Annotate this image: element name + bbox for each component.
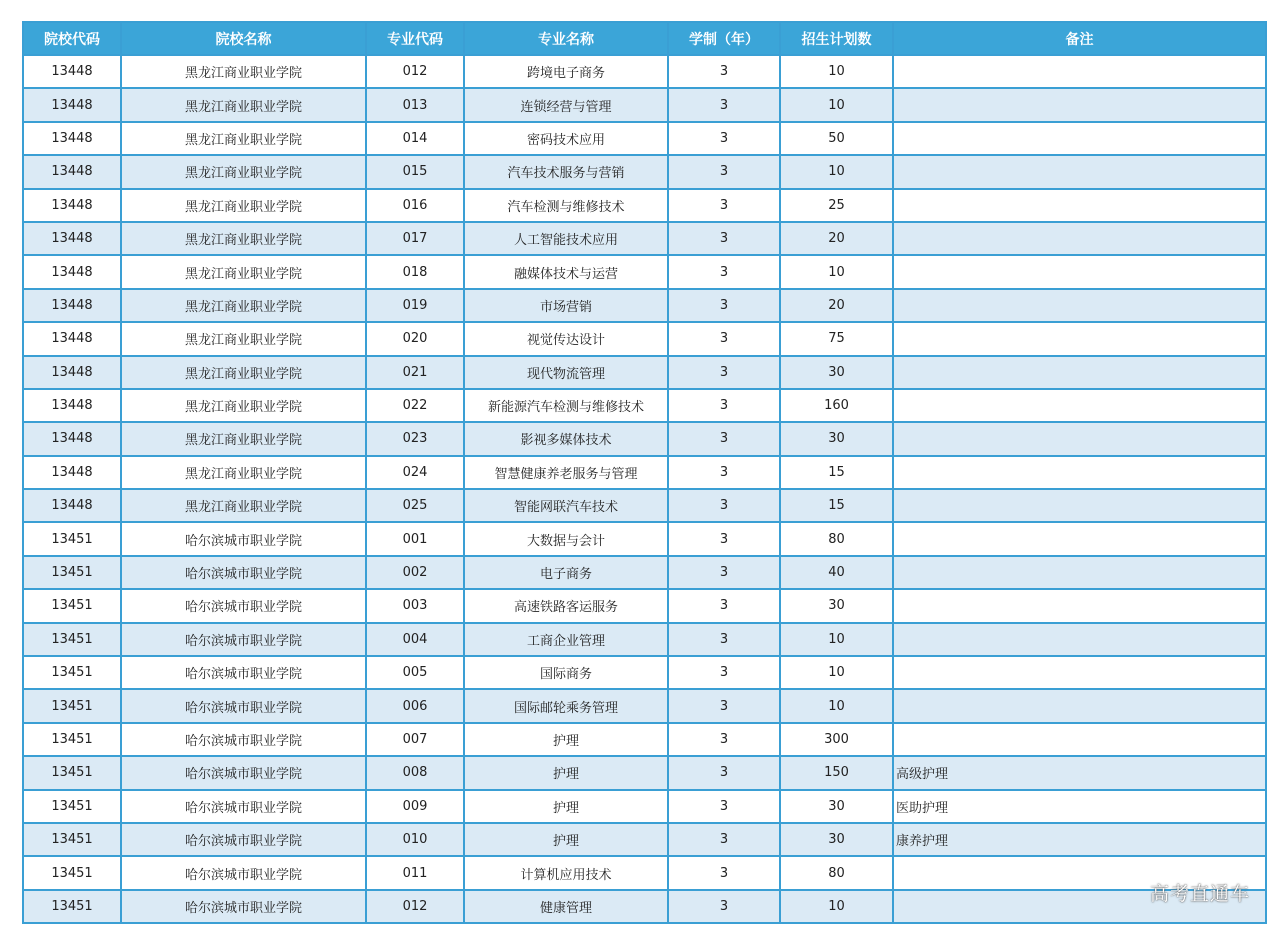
cell-duration: 3 <box>668 289 780 322</box>
cell-school-code: 13451 <box>23 556 121 589</box>
cell-school-code: 13451 <box>23 823 121 856</box>
cell-remark <box>893 356 1266 389</box>
cell-school-name: 哈尔滨城市职业学院 <box>121 856 366 889</box>
cell-school-code: 13451 <box>23 856 121 889</box>
table-row <box>23 389 1266 422</box>
cell-duration: 3 <box>668 255 780 288</box>
cell-major-name: 汽车技术服务与营销 <box>464 155 668 188</box>
watermark: 高考直通车 <box>1149 883 1250 905</box>
cell-school-name: 黑龙江商业职业学院 <box>121 456 366 489</box>
cell-remark <box>893 723 1266 756</box>
table-row <box>23 222 1266 255</box>
cell-major-name: 国际邮轮乘务管理 <box>464 689 668 722</box>
cell-school-name: 哈尔滨城市职业学院 <box>121 522 366 555</box>
cell-school-code: 13451 <box>23 623 121 656</box>
cell-school-code: 13451 <box>23 790 121 823</box>
cell-enrollment-plan: 20 <box>780 222 893 255</box>
cell-enrollment-plan: 75 <box>780 322 893 355</box>
cell-major-name: 跨境电子商务 <box>464 55 668 88</box>
cell-enrollment-plan: 40 <box>780 556 893 589</box>
cell-remark <box>893 656 1266 689</box>
cell-major-code: 025 <box>366 489 464 522</box>
cell-remark <box>893 122 1266 155</box>
table-row <box>23 890 1266 923</box>
column-header-enrollment-plan: 招生计划数 <box>780 22 893 55</box>
column-header-school-code: 院校代码 <box>23 22 121 55</box>
table-row <box>23 589 1266 622</box>
cell-school-code: 13448 <box>23 356 121 389</box>
cell-remark: 医助护理 <box>893 790 1266 823</box>
cell-enrollment-plan: 30 <box>780 422 893 455</box>
cell-major-code: 015 <box>366 155 464 188</box>
cell-major-name: 融媒体技术与运营 <box>464 255 668 288</box>
cell-major-name: 护理 <box>464 790 668 823</box>
cell-school-code: 13448 <box>23 389 121 422</box>
cell-major-name: 健康管理 <box>464 890 668 923</box>
table-row <box>23 489 1266 522</box>
cell-duration: 3 <box>668 689 780 722</box>
table-row <box>23 189 1266 222</box>
cell-enrollment-plan: 300 <box>780 723 893 756</box>
cell-school-code: 13448 <box>23 155 121 188</box>
cell-duration: 3 <box>668 322 780 355</box>
cell-major-name: 国际商务 <box>464 656 668 689</box>
cell-duration: 3 <box>668 556 780 589</box>
cell-duration: 3 <box>668 589 780 622</box>
cell-major-code: 019 <box>366 289 464 322</box>
table-row <box>23 756 1266 789</box>
cell-major-name: 工商企业管理 <box>464 623 668 656</box>
cell-school-code: 13451 <box>23 589 121 622</box>
cell-duration: 3 <box>668 756 780 789</box>
cell-duration: 3 <box>668 823 780 856</box>
cell-enrollment-plan: 30 <box>780 823 893 856</box>
admissions-table <box>22 21 1267 924</box>
cell-remark: 康养护理 <box>893 823 1266 856</box>
cell-enrollment-plan: 10 <box>780 155 893 188</box>
cell-school-code: 13451 <box>23 689 121 722</box>
table-row <box>23 823 1266 856</box>
cell-major-name: 电子商务 <box>464 556 668 589</box>
cell-major-name: 密码技术应用 <box>464 122 668 155</box>
cell-duration: 3 <box>668 890 780 923</box>
cell-remark <box>893 689 1266 722</box>
column-header-major-code: 专业代码 <box>366 22 464 55</box>
cell-school-code: 13448 <box>23 189 121 222</box>
cell-enrollment-plan: 30 <box>780 790 893 823</box>
cell-school-code: 13451 <box>23 656 121 689</box>
cell-major-code: 024 <box>366 456 464 489</box>
table-row <box>23 656 1266 689</box>
cell-remark <box>893 422 1266 455</box>
cell-major-code: 003 <box>366 589 464 622</box>
cell-school-name: 黑龙江商业职业学院 <box>121 122 366 155</box>
cell-remark <box>893 456 1266 489</box>
column-header-major-name: 专业名称 <box>464 22 668 55</box>
cell-school-code: 13448 <box>23 222 121 255</box>
cell-school-name: 哈尔滨城市职业学院 <box>121 623 366 656</box>
cell-enrollment-plan: 10 <box>780 656 893 689</box>
cell-school-name: 黑龙江商业职业学院 <box>121 422 366 455</box>
cell-major-name: 现代物流管理 <box>464 356 668 389</box>
cell-major-code: 009 <box>366 790 464 823</box>
cell-remark <box>893 222 1266 255</box>
table-row <box>23 255 1266 288</box>
cell-school-code: 13448 <box>23 489 121 522</box>
cell-enrollment-plan: 25 <box>780 189 893 222</box>
cell-duration: 3 <box>668 356 780 389</box>
cell-school-code: 13448 <box>23 255 121 288</box>
cell-remark <box>893 589 1266 622</box>
cell-major-name: 市场营销 <box>464 289 668 322</box>
table-row <box>23 122 1266 155</box>
cell-school-name: 黑龙江商业职业学院 <box>121 389 366 422</box>
cell-duration: 3 <box>668 155 780 188</box>
cell-major-name: 护理 <box>464 823 668 856</box>
column-header-remark: 备注 <box>893 22 1266 55</box>
table-body <box>23 55 1266 923</box>
cell-major-code: 001 <box>366 522 464 555</box>
cell-enrollment-plan: 15 <box>780 456 893 489</box>
cell-major-name: 计算机应用技术 <box>464 856 668 889</box>
table-row <box>23 289 1266 322</box>
cell-major-name: 汽车检测与维修技术 <box>464 189 668 222</box>
cell-major-name: 智慧健康养老服务与管理 <box>464 456 668 489</box>
cell-major-code: 021 <box>366 356 464 389</box>
table-row <box>23 155 1266 188</box>
cell-major-code: 004 <box>366 623 464 656</box>
cell-enrollment-plan: 160 <box>780 389 893 422</box>
cell-major-name: 大数据与会计 <box>464 522 668 555</box>
cell-major-code: 023 <box>366 422 464 455</box>
cell-major-code: 012 <box>366 55 464 88</box>
cell-school-name: 黑龙江商业职业学院 <box>121 356 366 389</box>
cell-duration: 3 <box>668 88 780 121</box>
cell-enrollment-plan: 30 <box>780 589 893 622</box>
cell-duration: 3 <box>668 723 780 756</box>
cell-duration: 3 <box>668 55 780 88</box>
table-row <box>23 55 1266 88</box>
cell-major-name: 智能网联汽车技术 <box>464 489 668 522</box>
cell-school-name: 黑龙江商业职业学院 <box>121 322 366 355</box>
cell-major-name: 人工智能技术应用 <box>464 222 668 255</box>
cell-major-code: 010 <box>366 823 464 856</box>
cell-school-name: 哈尔滨城市职业学院 <box>121 589 366 622</box>
cell-school-name: 哈尔滨城市职业学院 <box>121 656 366 689</box>
cell-major-code: 013 <box>366 88 464 121</box>
cell-remark <box>893 189 1266 222</box>
cell-school-code: 13451 <box>23 522 121 555</box>
cell-major-name: 护理 <box>464 723 668 756</box>
cell-duration: 3 <box>668 189 780 222</box>
cell-school-code: 13448 <box>23 55 121 88</box>
cell-duration: 3 <box>668 522 780 555</box>
cell-enrollment-plan: 20 <box>780 289 893 322</box>
cell-school-name: 黑龙江商业职业学院 <box>121 222 366 255</box>
cell-enrollment-plan: 30 <box>780 356 893 389</box>
cell-major-code: 022 <box>366 389 464 422</box>
header-row <box>23 22 1266 55</box>
table-row <box>23 356 1266 389</box>
cell-enrollment-plan: 10 <box>780 623 893 656</box>
cell-major-code: 016 <box>366 189 464 222</box>
table-row <box>23 88 1266 121</box>
table-row <box>23 456 1266 489</box>
cell-school-code: 13451 <box>23 723 121 756</box>
cell-remark: 高级护理 <box>893 756 1266 789</box>
cell-enrollment-plan: 15 <box>780 489 893 522</box>
cell-major-code: 005 <box>366 656 464 689</box>
cell-enrollment-plan: 80 <box>780 522 893 555</box>
cell-remark <box>893 489 1266 522</box>
cell-enrollment-plan: 80 <box>780 856 893 889</box>
cell-major-name: 视觉传达设计 <box>464 322 668 355</box>
cell-major-name: 新能源汽车检测与维修技术 <box>464 389 668 422</box>
cell-remark <box>893 155 1266 188</box>
cell-school-name: 哈尔滨城市职业学院 <box>121 689 366 722</box>
cell-duration: 3 <box>668 856 780 889</box>
cell-school-name: 黑龙江商业职业学院 <box>121 55 366 88</box>
cell-major-code: 011 <box>366 856 464 889</box>
cell-remark <box>893 88 1266 121</box>
cell-school-code: 13448 <box>23 289 121 322</box>
cell-major-code: 012 <box>366 890 464 923</box>
cell-major-code: 002 <box>366 556 464 589</box>
cell-enrollment-plan: 50 <box>780 122 893 155</box>
cell-remark <box>893 55 1266 88</box>
cell-duration: 3 <box>668 623 780 656</box>
table-row <box>23 522 1266 555</box>
cell-enrollment-plan: 150 <box>780 756 893 789</box>
cell-remark <box>893 522 1266 555</box>
cell-duration: 3 <box>668 489 780 522</box>
cell-remark <box>893 623 1266 656</box>
cell-major-code: 007 <box>366 723 464 756</box>
cell-school-name: 黑龙江商业职业学院 <box>121 155 366 188</box>
cell-school-name: 哈尔滨城市职业学院 <box>121 823 366 856</box>
cell-remark <box>893 322 1266 355</box>
cell-school-name: 哈尔滨城市职业学院 <box>121 723 366 756</box>
cell-school-code: 13448 <box>23 122 121 155</box>
cell-remark <box>893 389 1266 422</box>
cell-duration: 3 <box>668 456 780 489</box>
table-row <box>23 689 1266 722</box>
cell-school-code: 13451 <box>23 890 121 923</box>
column-header-duration: 学制（年） <box>668 22 780 55</box>
cell-major-code: 020 <box>366 322 464 355</box>
column-header-school-name: 院校名称 <box>121 22 366 55</box>
cell-major-name: 护理 <box>464 756 668 789</box>
cell-school-code: 13448 <box>23 456 121 489</box>
table-row <box>23 623 1266 656</box>
cell-major-code: 014 <box>366 122 464 155</box>
cell-school-name: 黑龙江商业职业学院 <box>121 255 366 288</box>
cell-duration: 3 <box>668 389 780 422</box>
cell-major-name: 影视多媒体技术 <box>464 422 668 455</box>
cell-school-code: 13448 <box>23 322 121 355</box>
cell-duration: 3 <box>668 422 780 455</box>
cell-enrollment-plan: 10 <box>780 255 893 288</box>
cell-enrollment-plan: 10 <box>780 88 893 121</box>
cell-enrollment-plan: 10 <box>780 890 893 923</box>
cell-school-name: 哈尔滨城市职业学院 <box>121 890 366 923</box>
cell-school-code: 13448 <box>23 422 121 455</box>
cell-school-name: 黑龙江商业职业学院 <box>121 489 366 522</box>
cell-duration: 3 <box>668 656 780 689</box>
cell-duration: 3 <box>668 222 780 255</box>
cell-school-name: 哈尔滨城市职业学院 <box>121 756 366 789</box>
cell-school-name: 黑龙江商业职业学院 <box>121 289 366 322</box>
cell-remark <box>893 289 1266 322</box>
cell-school-name: 黑龙江商业职业学院 <box>121 189 366 222</box>
cell-school-name: 黑龙江商业职业学院 <box>121 88 366 121</box>
table-row <box>23 790 1266 823</box>
cell-duration: 3 <box>668 122 780 155</box>
cell-school-name: 哈尔滨城市职业学院 <box>121 556 366 589</box>
cell-enrollment-plan: 10 <box>780 689 893 722</box>
cell-major-code: 008 <box>366 756 464 789</box>
cell-school-code: 13448 <box>23 88 121 121</box>
table-row <box>23 322 1266 355</box>
table-row <box>23 556 1266 589</box>
cell-major-name: 连锁经营与管理 <box>464 88 668 121</box>
cell-duration: 3 <box>668 790 780 823</box>
cell-school-name: 哈尔滨城市职业学院 <box>121 790 366 823</box>
cell-major-code: 006 <box>366 689 464 722</box>
cell-major-code: 017 <box>366 222 464 255</box>
cell-remark <box>893 255 1266 288</box>
cell-major-name: 高速铁路客运服务 <box>464 589 668 622</box>
cell-major-code: 018 <box>366 255 464 288</box>
table-row <box>23 856 1266 889</box>
table-row <box>23 723 1266 756</box>
table-row <box>23 422 1266 455</box>
cell-enrollment-plan: 10 <box>780 55 893 88</box>
cell-remark <box>893 556 1266 589</box>
cell-school-code: 13451 <box>23 756 121 789</box>
